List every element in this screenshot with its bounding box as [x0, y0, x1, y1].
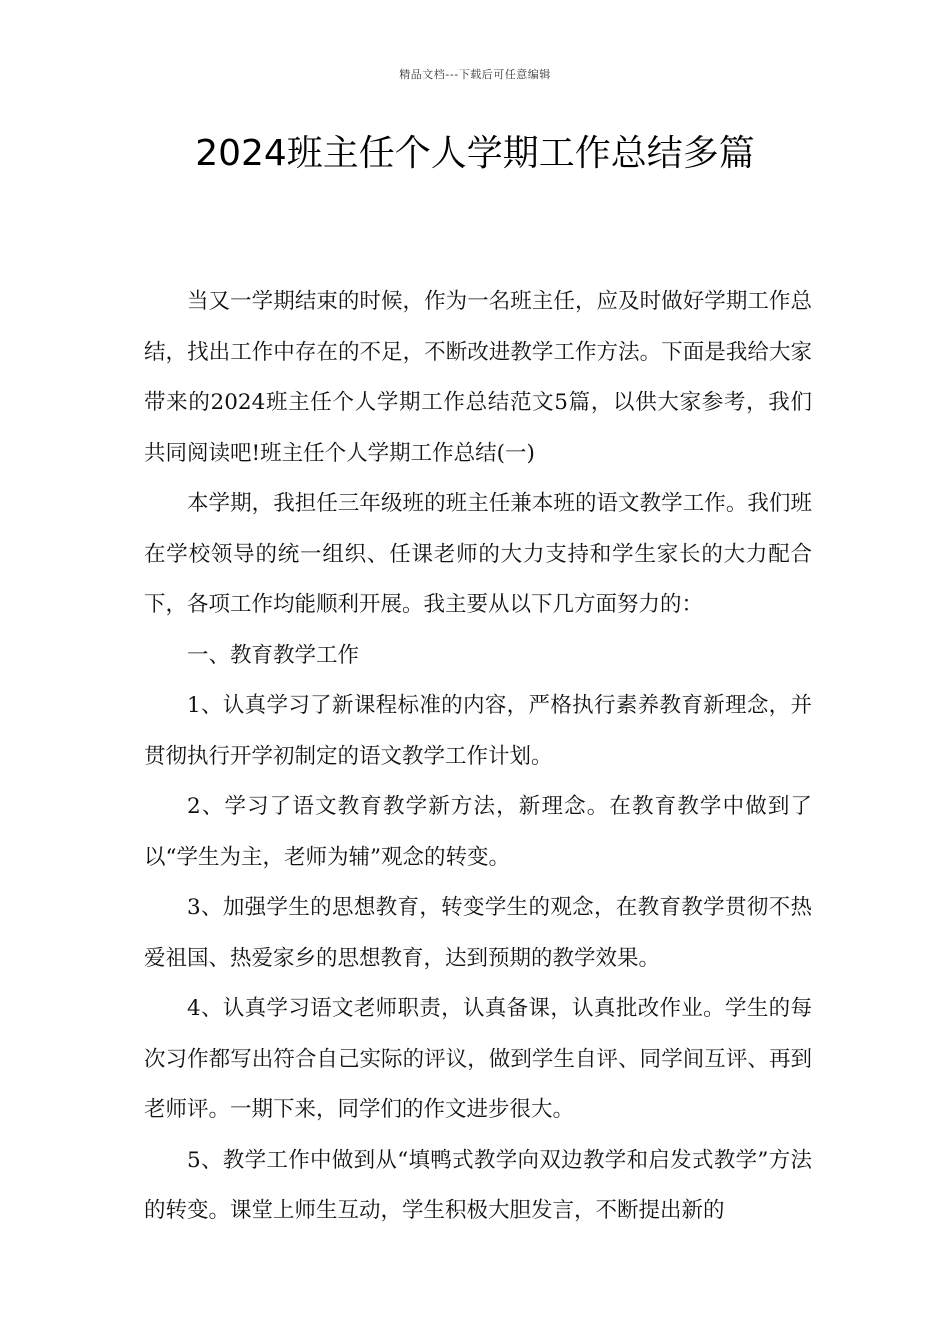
paragraph-item-1: 1、认真学习了新课程标准的内容，严格执行素养教育新理念，并贯彻执行开学初制定的语文教学工作计划。	[144, 693, 812, 769]
section-heading-teaching: 一、教育教学工作	[187, 642, 360, 668]
document-body	[144, 277, 812, 1237]
document-title: 2024班主任个人学期工作总结多篇	[195, 133, 755, 174]
paragraph-item-5: 5、教学工作中做到从“填鸭式教学向双边教学和启发式教学”方法的转变。课堂上师生互动，学生积极大胆发言，不断提出新的	[144, 1147, 812, 1223]
paragraph-intro: 当又一学期结束的时候，作为一名班主任，应及时做好学期工作总结，找出工作中存在的不足，不断改进教学工作方法。下面是我给大家带来的2024班主任个人学期工作总结范文5篇，以供大家参考，我们共同阅读吧!班主任个人学期工作总结(一)	[144, 289, 812, 466]
header-note: 精品文档---下载后可任意编辑	[399, 68, 551, 81]
paragraph-item-3: 3、加强学生的思想教育，转变学生的观念，在教育教学贯彻不热爱祖国、热爱家乡的思想教育，达到预期的教学效果。	[144, 895, 812, 971]
paragraph-overview: 本学期，我担任三年级班的班主任兼本班的语文教学工作。我们班在学校领导的统一组织、任课老师的大力支持和学生家长的大力配合下，各项工作均能顺利开展。我主要从以下几方面努力的：	[144, 491, 812, 617]
paragraph-item-2: 2、学习了语文教育教学新方法，新理念。在教育教学中做到了以“学生为主，老师为辅”观念的转变。	[144, 794, 812, 870]
paragraph-item-4: 4、认真学习语文老师职责，认真备课，认真批改作业。学生的每次习作都写出符合自己实际的评议，做到学生自评、同学间互评、再到老师评。一期下来，同学们的作文进步很大。	[144, 996, 812, 1122]
